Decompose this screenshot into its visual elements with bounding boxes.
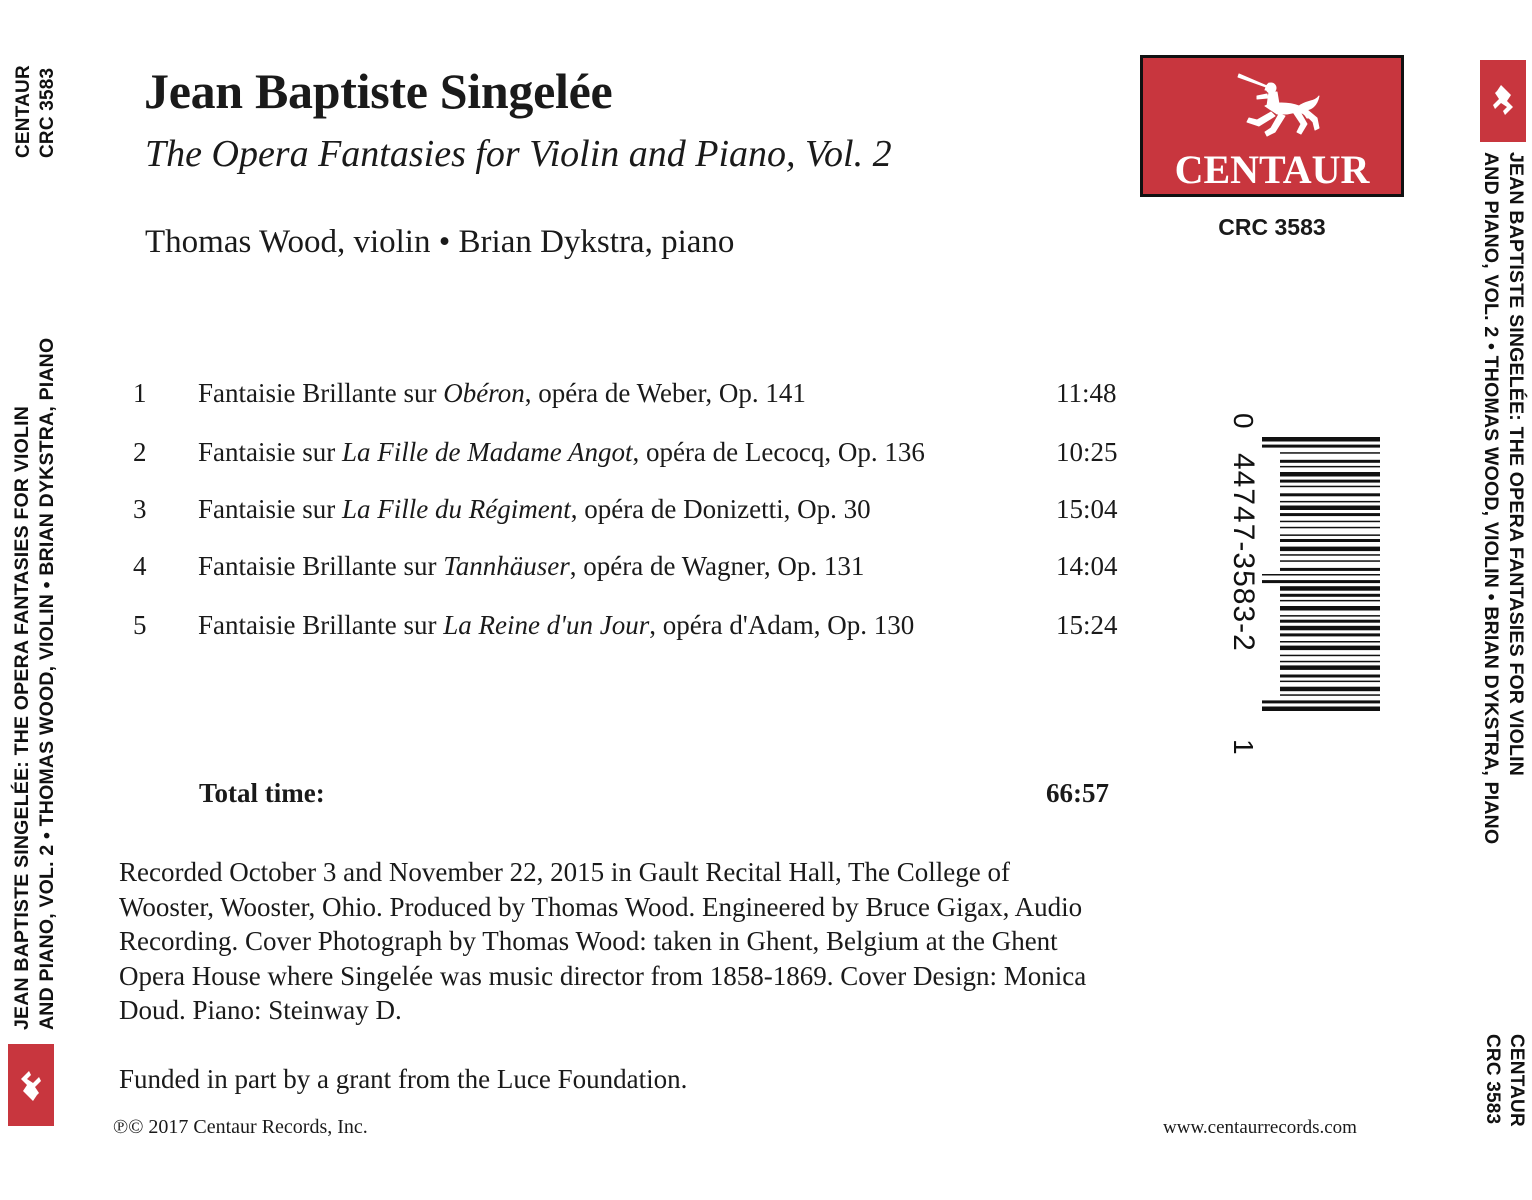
spine-brand: CENTAUR — [13, 65, 34, 158]
track-number: 3 — [133, 494, 147, 524]
website: www.centaurrecords.com — [1163, 1117, 1357, 1138]
barcode-bar — [1280, 615, 1380, 617]
credits-line: Recorded October 3 and November 22, 2015 in Gault Recital Hall, The College of — [119, 857, 1010, 887]
barcode-bar — [1280, 554, 1380, 556]
track-row — [0, 551, 1130, 591]
barcode-bar — [1280, 547, 1380, 552]
barcode-bar — [1280, 568, 1380, 571]
barcode-bar — [1280, 655, 1380, 657]
barcode-bar — [1280, 626, 1380, 631]
spine-right-title — [1478, 152, 1528, 922]
spine-left-catalog — [12, 58, 60, 158]
barcode-bar — [1280, 486, 1380, 488]
composer-name: Jean Baptiste Singelée — [144, 63, 613, 119]
barcode-bar — [1280, 480, 1380, 483]
barcode-bar — [1280, 665, 1380, 670]
spine-right-mini-logo — [1480, 60, 1526, 142]
performers: Thomas Wood, violin • Brian Dykstra, piano — [145, 224, 735, 260]
track-time: 11:48 — [1056, 378, 1117, 408]
barcode-number-system: 0 — [1228, 413, 1259, 429]
barcode-bars — [1262, 437, 1380, 711]
track-number: 5 — [133, 610, 147, 640]
barcode-bar — [1280, 620, 1380, 623]
track-time: 15:24 — [1056, 610, 1118, 640]
upc-barcode — [1226, 405, 1386, 765]
total-time-label: Total time: — [199, 778, 325, 808]
opera-title: La Fille de Madame Angot — [341, 437, 633, 467]
barcode-bar — [1280, 600, 1380, 602]
spine-line-2: AND PIANO, VOL. 2 • THOMAS WOOD, VIOLIN • BRIAN DYKSTRA, PIANO — [1480, 152, 1502, 845]
catalog-number: CRC 3583 — [1218, 214, 1326, 240]
centaur-wordmark: CENTAUR — [1174, 147, 1370, 192]
barcode-bar — [1280, 527, 1380, 529]
track-title: Fantaisie sur La Fille du Régiment, opéra de Donizetti, Op. 30 — [198, 494, 871, 524]
barcode-bar — [1280, 661, 1380, 663]
spine-line-1: JEAN BAPTISTE SINGELÉE: THE OPERA FANTASIES FOR VIOLIN — [11, 405, 33, 1030]
spine-line-2: AND PIANO, VOL. 2 • THOMAS WOOD, VIOLIN • BRIAN DYKSTRA, PIANO — [36, 337, 58, 1030]
barcode-bar — [1280, 506, 1380, 511]
track-time: 10:25 — [1056, 437, 1118, 467]
track-number: 2 — [133, 437, 147, 467]
spine-brand: CENTAUR — [1506, 1034, 1527, 1127]
opera-title: La Reine d'un Jour — [443, 610, 650, 640]
track-title: Fantaisie sur La Fille de Madame Angot, opéra de Lecocq, Op. 136 — [198, 437, 925, 467]
track-row — [0, 494, 1130, 534]
centaur-trumpet-icon — [1227, 66, 1323, 142]
credits-line: Recording. Cover Photograph by Thomas Wood: taken in Ghent, Belgium at the Ghent — [119, 926, 1058, 957]
opera-title: Obéron — [443, 378, 525, 408]
track-title: Fantaisie Brillante sur Tannhäuser, opéra de Wagner, Op. 131 — [198, 551, 865, 581]
barcode-bar — [1280, 472, 1380, 477]
track-time: 15:04 — [1056, 494, 1118, 524]
track-title: Fantaisie Brillante sur Obéron, opéra de Weber, Op. 141 — [198, 378, 806, 408]
barcode-bar — [1280, 586, 1380, 591]
track-title: Fantaisie Brillante sur La Reine d'un Jour, opéra d'Adam, Op. 130 — [198, 610, 915, 640]
barcode-bar — [1280, 641, 1380, 643]
barcode-bar — [1262, 574, 1380, 576]
barcode-check-digit: 1 — [1228, 739, 1259, 755]
track-number: 1 — [133, 378, 147, 408]
barcode-bar — [1280, 687, 1380, 692]
barcode-bar — [1280, 633, 1380, 636]
barcode-bar — [1280, 646, 1380, 651]
opera-title: La Fille du Régiment — [341, 494, 571, 524]
barcode-bar — [1280, 681, 1380, 683]
barcode-bar — [1280, 539, 1380, 542]
credits-line: Wooster, Wooster, Ohio. Produced by Thomas Wood. Engineered by Bruce Gigax, Audio — [119, 891, 1083, 922]
track-time: 14:04 — [1056, 551, 1118, 581]
barcode-bar — [1280, 460, 1380, 463]
barcode-bar — [1262, 445, 1380, 448]
funding-note: Funded in part by a grant from the Luce Foundation. — [119, 1064, 688, 1094]
centaur-mini-icon — [1483, 63, 1523, 139]
track-row — [0, 437, 1130, 477]
total-time-value: 66:57 — [1046, 778, 1109, 808]
spine-left-mini-logo — [8, 1044, 54, 1126]
barcode-bar — [1280, 594, 1380, 597]
barcode-bar — [1262, 700, 1380, 703]
credits-line: Opera House where Singelée was music director from 1858-1869. Cover Design: Monica — [119, 960, 1087, 991]
credits-line: Doud. Piano: Steinway D. — [119, 995, 402, 1026]
barcode-bar — [1280, 675, 1380, 678]
centaur-mini-icon — [11, 1047, 51, 1123]
barcode-digits: 44747-3583-2 — [1227, 453, 1260, 652]
barcode-bar — [1280, 466, 1380, 468]
barcode-bar — [1280, 560, 1380, 562]
barcode-bar — [1262, 437, 1380, 442]
spine-line-1: JEAN BAPTISTE SINGELÉE: THE OPERA FANTASIES FOR VIOLIN — [1505, 152, 1527, 777]
track-row — [0, 610, 1130, 650]
centaur-logo — [1140, 55, 1404, 197]
spine-catalog: CRC 3583 — [37, 67, 58, 158]
barcode-bar — [1280, 694, 1380, 696]
barcode-bar — [1280, 513, 1380, 516]
recording-credits — [119, 855, 1179, 1028]
barcode-bar — [1262, 707, 1380, 712]
barcode-bar — [1280, 521, 1380, 523]
barcode-bar — [1280, 534, 1380, 536]
album-title: The Opera Fantasies for Violin and Piano, Vol. 2 — [145, 133, 892, 175]
copyright: ℗© 2017 Centaur Records, Inc. — [113, 1116, 368, 1138]
spine-catalog: CRC 3583 — [1482, 1034, 1503, 1125]
barcode-bar — [1280, 493, 1380, 496]
track-row — [0, 378, 1130, 418]
barcode-bar — [1262, 580, 1380, 583]
barcode-bar — [1280, 452, 1380, 454]
spine-right-catalog — [1480, 1034, 1528, 1134]
track-number: 4 — [133, 551, 147, 581]
opera-title: Tannhäuser — [443, 551, 570, 581]
barcode-bar — [1280, 606, 1380, 611]
barcode-bar — [1280, 501, 1380, 503]
